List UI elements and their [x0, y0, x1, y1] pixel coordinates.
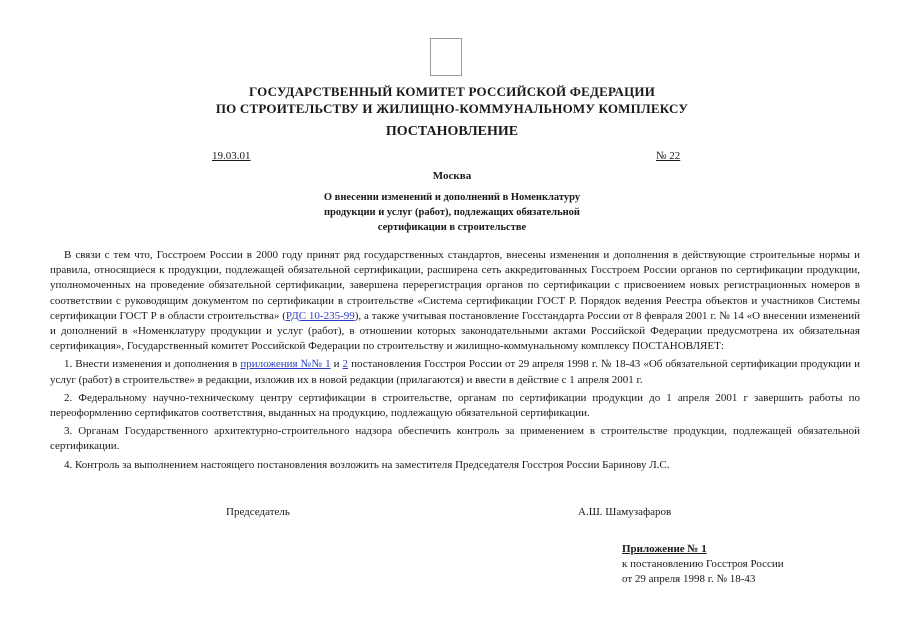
- signer-name: А.Ш. Шамузафаров: [578, 506, 672, 518]
- subject-line-3: сертификации в строительстве: [377, 222, 527, 233]
- subject-line-2: продукции и услуг (работ), подлежащих обязательной: [324, 207, 580, 218]
- paragraph-item-2: 2. Федеральному научно-техническому центру сертификации в строительстве, органам по сертификации продукции до 1 апреля 2001 г завершить работы по переоформлению сертификатов соответствия, выданных на продукцию, подлежащую обязательной сертификации.: [50, 391, 860, 420]
- paragraph-preamble: [50, 248, 860, 354]
- signer-role: Председатель: [226, 506, 290, 518]
- paragraph-item-4: 4. Контроль за выполнением настоящего постановления возложить на заместителя Председателя Госстроя России Баринову Л.С.: [64, 458, 670, 471]
- preamble-text-a: В связи с тем что, Госстроем России в 2000 году принят ряд государственных стандартов, внесены изменения и дополнения в действующие строительные нормы и правила, относящиеся к продукции, подлежащей обязательной сертификации, расширена сеть аккредитованных Госстроем России органов по сертификации продукции, уполномоченных на проведение обязательной сертификации, завершена перерегистрация органов по сертификации с присвоением новых регистрационных номеров в соответствии с руководящим документом по сертификации в строительстве «Система сертификации ГОСТ Р. Порядок ведения Реестра объектов и участников Системы сертификации ГОСТ Р в области строительства» (: [50, 249, 860, 322]
- rds-link[interactable]: РДС 10-235-99: [285, 309, 355, 322]
- subject-line-1: О внесении изменений и дополнений в Номенклатуру: [323, 192, 581, 203]
- document-date: 19.03.01: [212, 150, 251, 162]
- document-subject: [260, 190, 644, 235]
- appendix-line-2: от 29 апреля 1998 г. № 18-43: [622, 573, 756, 585]
- document-type: ПОСТАНОВЛЕНИЕ: [385, 124, 519, 139]
- appendix-title: Приложение № 1: [622, 543, 707, 555]
- appendix-2-link[interactable]: 2: [342, 358, 349, 371]
- document-number: № 22: [656, 150, 681, 162]
- preamble-text-b: ), а также учитывая постановление Госстандарта России от 8 февраля 2001 г. № 14 «О внесении изменений и дополнений в «Номенклатуру продукции и услуг (работ), в отношении которых законодательными актами Российской Федерации предусмотрена их обязательная сертификация», Государственный комитет Российской Федерации по строительству и жилищно-коммунальному комплексу ПОСТАНОВЛЯЕТ:: [50, 309, 860, 353]
- emblem-placeholder: [430, 38, 462, 76]
- issuer-line-1: ГОСУДАРСТВЕННЫЙ КОМИТЕТ РОССИЙСКОЙ ФЕДЕРАЦИИ: [248, 84, 656, 99]
- document-body: [50, 248, 860, 476]
- document-city: Москва: [432, 170, 472, 182]
- appendix-1-link[interactable]: приложения №№ 1: [240, 358, 331, 371]
- paragraph-item-1: [50, 357, 860, 387]
- item-1-text-a: 1. Внести изменения и дополнения в: [64, 358, 241, 371]
- issuer-line-2: ПО СТРОИТЕЛЬСТВУ И ЖИЛИЩНО-КОММУНАЛЬНОМУ КОМПЛЕКСУ: [215, 101, 689, 116]
- item-1-text-b: постановления Госстроя России от 29 апреля 1998 г. № 18-43 «Об обязательной сертификации продукции и услуг (работ) в строительстве» в редакции, изложив их в новой редакции (прилагаются) и ввести в действие с 1 апреля 2001 г.: [50, 358, 860, 386]
- appendix-block: [622, 542, 784, 587]
- appendix-line-1: к постановлению Госстроя России: [622, 558, 784, 570]
- item-1-text-mid: и: [330, 358, 343, 371]
- paragraph-item-3: 3. Органам Государственного архитектурно-строительного надзора обеспечить контроль за применением в строительстве продукции, подлежащей обязательной сертификации.: [50, 425, 860, 453]
